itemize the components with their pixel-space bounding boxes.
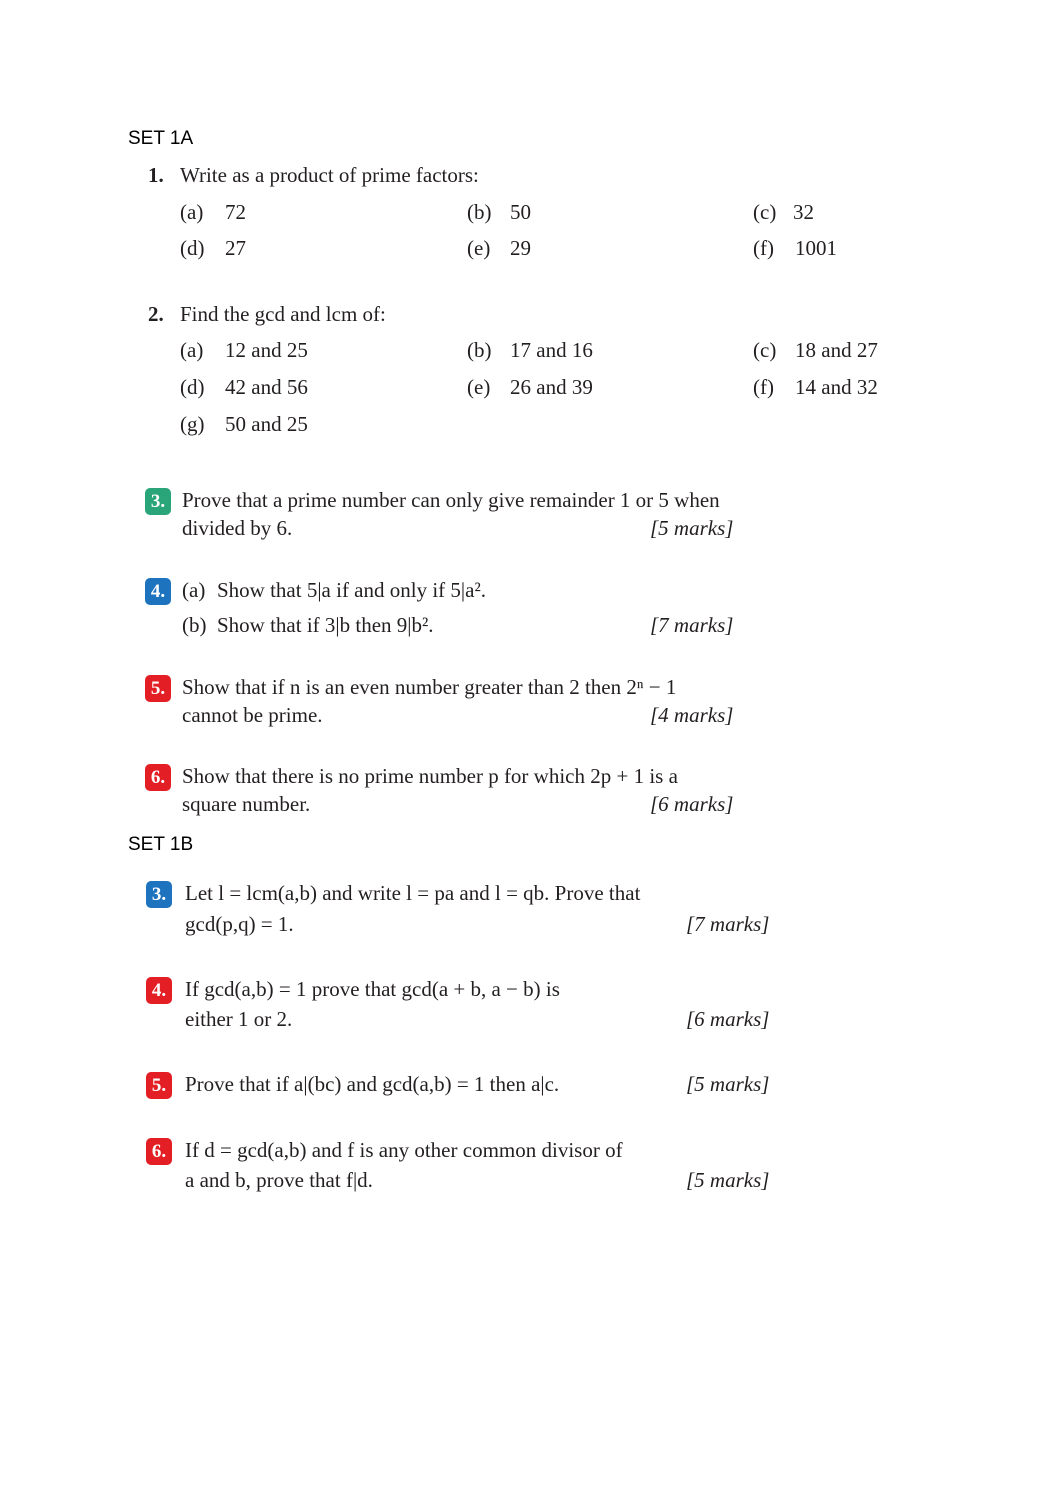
set-1b-question-6-text-line1: If d = gcd(a,b) and f is any other common divisor of (185, 1138, 623, 1162)
question-5-badge: 5. (145, 675, 171, 702)
question-3-text-line2: divided by 6. (182, 516, 293, 540)
question-4-marks: [7 marks] (650, 613, 734, 637)
option-letter: (d) (180, 236, 205, 260)
option-value: 32 (793, 200, 814, 224)
set-1b-question-6-marks: [5 marks] (686, 1168, 770, 1192)
set-1b-question-6-text-line2: a and b, prove that f|d. (185, 1168, 373, 1192)
question-5-text-line1: Show that if n is an even number greater than 2 then 2ⁿ − 1 (182, 675, 677, 699)
set-1b-question-3-marks: [7 marks] (686, 912, 770, 936)
question-4a-text: Show that 5|a if and only if 5|a². (217, 578, 486, 602)
set-1b-question-5-badge: 5. (146, 1072, 172, 1099)
set-1b-question-4-marks: [6 marks] (686, 1007, 770, 1031)
question-6-badge: 6. (145, 764, 171, 791)
option-value: 29 (510, 236, 531, 260)
set-1b-question-5-text-line1: Prove that if a|(bc) and gcd(a,b) = 1 then a|c. (185, 1072, 560, 1096)
option-letter: (g) (180, 412, 205, 436)
option-value: 50 and 25 (225, 412, 308, 436)
question-4b-letter: (b) (182, 613, 207, 637)
option-value: 42 and 56 (225, 375, 308, 399)
question-3-text-line1: Prove that a prime number can only give remainder 1 or 5 when (182, 488, 720, 512)
set-1b-question-3-text-line2: gcd(p,q) = 1. (185, 912, 294, 936)
question-5-text-line2: cannot be prime. (182, 703, 323, 727)
option-letter: (a) (180, 338, 204, 362)
option-value: 26 and 39 (510, 375, 593, 399)
question-5-marks: [4 marks] (650, 703, 734, 727)
option-letter: (f) (753, 375, 774, 399)
option-letter: (b) (467, 200, 492, 224)
set-1b-question-3-badge: 3. (146, 881, 172, 908)
option-letter: (c) (753, 200, 777, 224)
option-value: 12 and 25 (225, 338, 308, 362)
option-value: 50 (510, 200, 531, 224)
question-6-marks: [6 marks] (650, 792, 734, 816)
question-4b-text: Show that if 3|b then 9|b². (217, 613, 434, 637)
option-letter: (e) (467, 236, 491, 260)
option-letter: (b) (467, 338, 492, 362)
set-1b-question-6-badge: 6. (146, 1138, 172, 1165)
set-1b-heading: SET 1B (128, 834, 194, 855)
question-6-text-line1: Show that there is no prime number p for which 2p + 1 is a (182, 764, 678, 788)
set-1b-question-4-badge: 4. (146, 977, 172, 1004)
option-value: 1001 (795, 236, 837, 260)
question-1-text: Write as a product of prime factors: (180, 163, 479, 187)
question-3-marks: [5 marks] (650, 516, 734, 540)
option-letter: (d) (180, 375, 205, 399)
question-3-badge: 3. (145, 488, 171, 515)
option-letter: (f) (753, 236, 774, 260)
set-1b-question-3-text-line1: Let l = lcm(a,b) and write l = pa and l = qb. Prove that (185, 881, 641, 905)
option-letter: (c) (753, 338, 777, 362)
question-6-text-line2: square number. (182, 792, 311, 816)
set-1b-question-4-text-line2: either 1 or 2. (185, 1007, 293, 1031)
option-value: 72 (225, 200, 246, 224)
question-2-number: 2. (148, 302, 164, 326)
question-4-badge: 4. (145, 578, 171, 605)
set-1a-heading: SET 1A (128, 128, 194, 149)
option-value: 17 and 16 (510, 338, 593, 362)
option-value: 27 (225, 236, 246, 260)
option-letter: (e) (467, 375, 491, 399)
option-value: 14 and 32 (795, 375, 878, 399)
question-4a-letter: (a) (182, 578, 206, 602)
set-1b-question-5-marks: [5 marks] (686, 1072, 770, 1096)
question-2-text: Find the gcd and lcm of: (180, 302, 386, 326)
question-1-number: 1. (148, 163, 164, 187)
option-letter: (a) (180, 200, 204, 224)
set-1b-question-4-text-line1: If gcd(a,b) = 1 prove that gcd(a + b, a − b) is (185, 977, 560, 1001)
option-value: 18 and 27 (795, 338, 878, 362)
